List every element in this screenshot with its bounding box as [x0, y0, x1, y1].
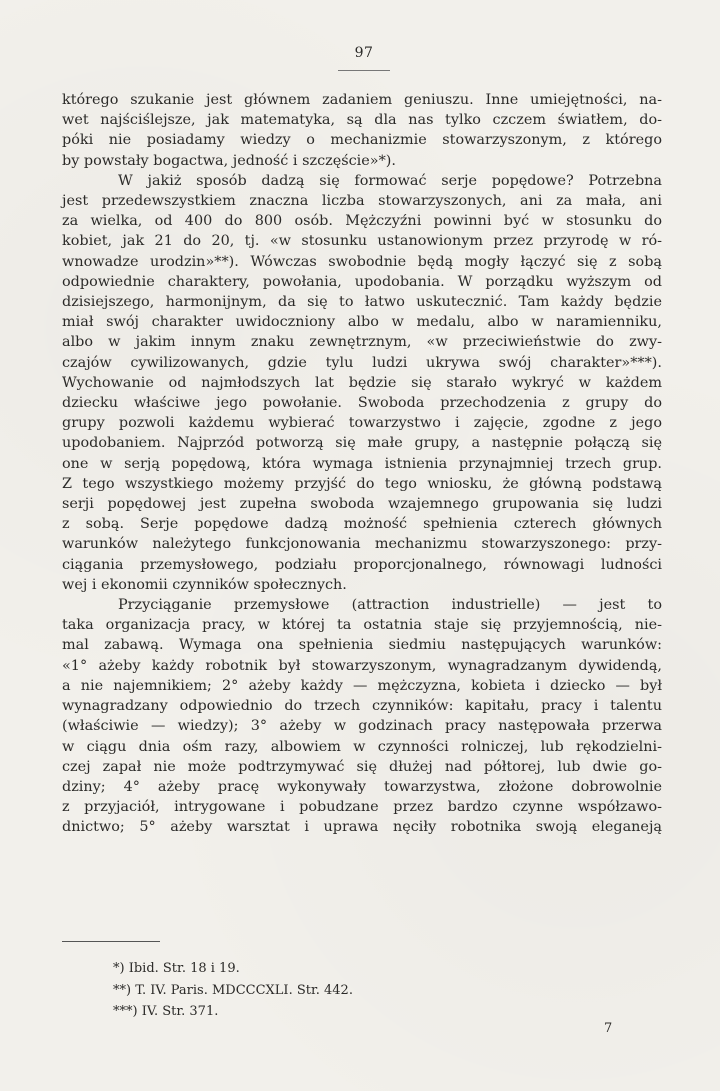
text-line: wet najściślejsze, jak matematyka, są dla nas tylko czczem światłem, do-: [62, 112, 662, 129]
text-line: warunków należytego funkcjonowania mechanizmu stowarzyszonego: przy-: [62, 536, 662, 553]
text-line: by powstały bogactwa, jedność i szczęście»*).: [62, 152, 396, 169]
text-line: (właściwie — wiedzy); 3° ażeby w godzinach pracy następowała przerwa: [62, 718, 662, 735]
text-line: dziecku właściwe jego powołanie. Swoboda przechodzenia z grupy do: [62, 395, 662, 412]
text-line: Z tego wszystkiego możemy przyjść do tego wniosku, że główną podstawą: [62, 475, 662, 492]
text-line: póki nie posiadamy wiedzy o mechanizmie stowarzyszonym, z którego: [62, 132, 662, 149]
text-line: serji popędowej jest zupełna swoboda wzajemnego grupowania się ludzi: [62, 496, 662, 513]
text-line: wynagradzany odpowiednio do trzech czynników: kapitału, pracy i talentu: [62, 698, 662, 715]
text-line: grupy pozwoli każdemu wybierać towarzystwo i zajęcie, zgodne z jego: [62, 415, 662, 432]
text-line: miał swój charakter uwidoczniony albo w medalu, albo w naramienniku,: [62, 314, 662, 331]
text-line: upodobaniem. Najprzód potworzą się małe grupy, a następnie połączą się: [62, 435, 662, 452]
text-line: Wychowanie od najmłodszych lat będzie się starało wykryć w każdem: [62, 374, 662, 391]
text-line: a nie najemnikiem; 2° ażeby każdy — mężczyzna, kobieta i dziecko — był: [62, 677, 662, 694]
text-line: odpowiednie charaktery, powołania, upodobania. W porządku wyższym od: [62, 273, 662, 290]
paragraph-start-line: W jakiż sposób dadzą się formować serje popędowe? Potrzebna: [118, 172, 662, 189]
body-text: [62, 90, 662, 838]
page-number-rule: [338, 70, 390, 71]
text-line: z sobą. Serje popędowe dadzą możność spełnienia czterech głównych: [62, 516, 662, 533]
text-line: w ciągu dnia ośm razy, albowiem w czynności rolniczej, lub rękodzielni-: [62, 738, 662, 755]
page-number: 97: [354, 45, 374, 61]
text-line: czej zapał nie może podtrzymywać się dłużej nad półtorej, lub dwie go-: [62, 758, 662, 775]
text-line: za wielka, od 400 do 800 osób. Mężczyźni powinni być w stosunku do: [62, 213, 662, 230]
paragraph-start-line: Przyciąganie przemysłowe (attraction industrielle) — jest to: [118, 597, 662, 614]
footnote-rule: [62, 941, 160, 942]
text-line: którego szukanie jest głównem zadaniem geniuszu. Inne umiejętności, na-: [62, 92, 662, 108]
text-line: kobiet, jak 21 do 20, tj. «w stosunku ustanowionym przez przyrodę w ró-: [62, 233, 662, 250]
text-line: ciągania przemysłowego, podziału proporcjonalnego, równowagi ludności: [62, 556, 662, 573]
text-line: taka organizacja pracy, w której ta ostatnia staje się przyjemnością, nie-: [62, 617, 662, 634]
text-line: czajów cywilizowanych, gdzie tylu ludzi ukrywa swój charakter»***).: [62, 354, 662, 371]
footnote: **) T. IV. Paris. MDCCCXLI. Str. 442.: [113, 982, 353, 998]
footnotes: [113, 958, 353, 1023]
text-line: «1° ażeby każdy robotnik był stowarzyszonym, wynagradzanym dywidendą,: [62, 657, 662, 674]
footnote: ***) IV. Str. 371.: [113, 1004, 219, 1019]
footnote: *) Ibid. Str. 18 i 19.: [113, 961, 240, 976]
text-line: jest przedewszystkiem znaczna liczba stowarzyszonych, ani za mała, ani: [62, 193, 662, 210]
text-line: albo w jakim innym znaku zewnętrznym, «w przeciwieństwie do zwy-: [62, 334, 662, 351]
text-line: z przyjaciół, intrygowane i pobudzane przez bardzo czynne współzawo-: [62, 799, 662, 816]
text-line: dziny; 4° ażeby pracę wykonywały towarzystwa, złożone dobrowolnie: [62, 778, 662, 795]
text-line: dzisiejszego, harmonijnym, da się to łatwo uskutecznić. Tam każdy będzie: [62, 294, 662, 311]
text-line: wnowadze urodzin»**). Wówczas swobodnie będą mogły łączyć się z sobą: [62, 253, 662, 270]
printer-signature-mark: 7: [604, 1021, 613, 1036]
text-line: one w serją popędową, która wymaga istnienia przynajmniej trzech grup.: [62, 455, 662, 472]
text-line: wej i ekonomii czynników społecznych.: [62, 576, 347, 593]
text-line: mal zabawą. Wymaga ona spełnienia siedmiu następujących warunków:: [62, 637, 662, 654]
text-line: dnictwo; 5° ażeby warsztat i uprawa nęciły robotnika swoją eleganeją: [62, 819, 662, 836]
